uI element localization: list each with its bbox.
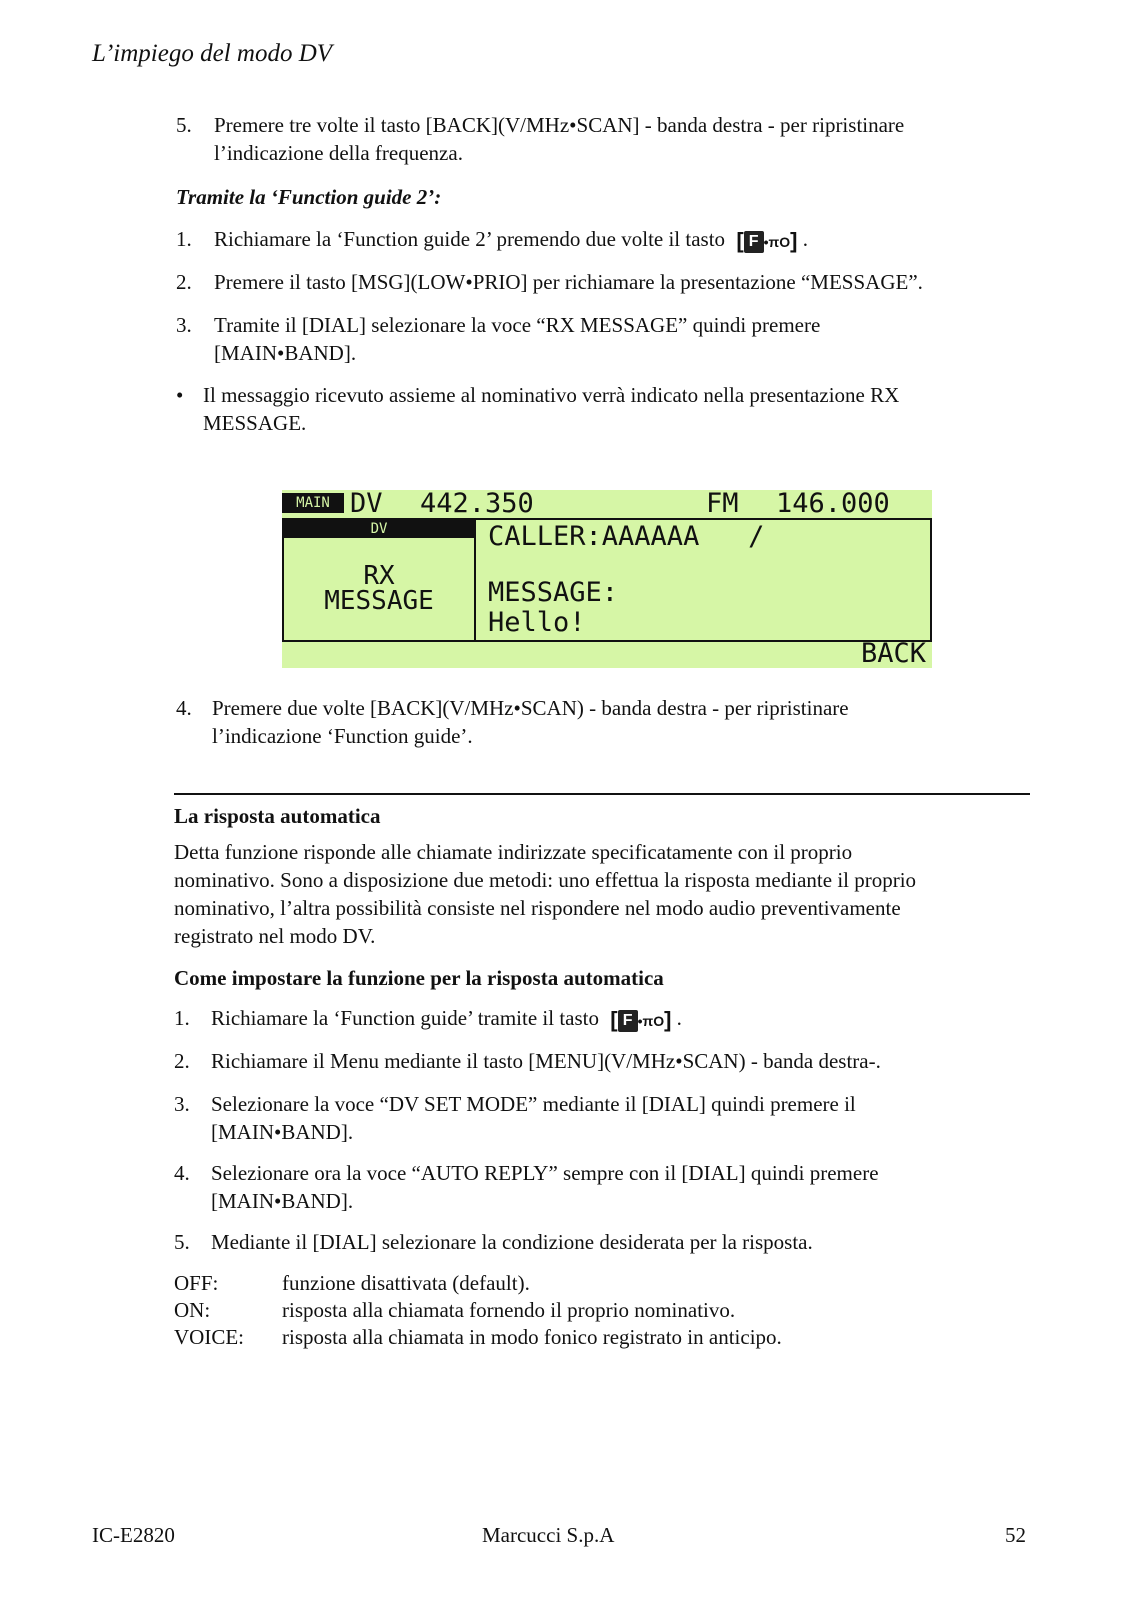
lcd-message-text: Hello! (488, 607, 586, 638)
step-text (214, 111, 904, 167)
step-line: Premere tre volte il tasto [BACK](V/MHz•SCAN] - banda destra - per ripristinare (214, 113, 905, 137)
lcd-rx-line: RX (363, 561, 395, 591)
step-number: 4. (176, 696, 192, 720)
section-divider (174, 793, 1030, 795)
section-subheading: Tramite la ‘Function guide 2’: (176, 185, 442, 209)
step-line: l’indicazione della frequenza. (214, 141, 463, 165)
paragraph-line: registrato nel modo DV. (174, 924, 376, 948)
step-number: 4. (174, 1161, 190, 1185)
lcd-message-label: MESSAGE: (488, 577, 619, 608)
step-suffix: . (676, 1006, 682, 1030)
option-desc: risposta alla chiamata in modo fonico registrato in anticipo. (282, 1325, 782, 1349)
paragraph-line: nominativo, l’altra possibilità consiste nel rispondere nel modo audio preventivamente (174, 896, 901, 920)
page-title: L’impiego del modo DV (92, 40, 333, 67)
lcd-message-box (282, 518, 932, 642)
footer-model: IC-E2820 (92, 1523, 175, 1547)
f-key-glyph: F (618, 1010, 638, 1032)
bullet-icon: • (176, 383, 184, 407)
step-line: Tramite il [DIAL] selezionare la voce “RX MESSAGE” quindi premere (214, 313, 821, 337)
lcd-mode-right: FM (706, 488, 739, 519)
lcd-freq-right: 146.000 (776, 488, 890, 519)
section-heading: La risposta automatica (174, 804, 381, 828)
f-key-glyph: F (744, 231, 764, 253)
section-paragraph (174, 838, 916, 950)
step-line: Selezionare ora la voce “AUTO REPLY” sempre con il [DIAL] quindi premere (211, 1161, 879, 1185)
lcd-left-panel (284, 520, 476, 640)
section-subheading: Come impostare la funzione per la risposta automatica (174, 966, 664, 990)
lcd-main-badge: MAIN (282, 493, 344, 513)
step-text (211, 1004, 682, 1035)
option-desc: risposta alla chiamata fornendo il proprio nominativo. (282, 1298, 736, 1322)
step-number: 1. (176, 227, 192, 251)
bullet-line: MESSAGE. (203, 411, 307, 435)
footer-publisher: Marcucci S.p.A (482, 1523, 615, 1547)
step-line: Selezionare la voce “DV SET MODE” mediante il [DIAL] quindi premere il (211, 1092, 856, 1116)
lcd-freq-left: 442.350 (420, 488, 534, 519)
step-text (214, 311, 820, 367)
step-number: 3. (174, 1092, 190, 1116)
step-text: Richiamare il Menu mediante il tasto [MENU](V/MHz•SCAN) - banda destra-. (211, 1049, 881, 1073)
step-text (211, 1090, 856, 1146)
step-text: Mediante il [DIAL] selezionare la condizione desiderata per la risposta. (211, 1230, 813, 1254)
lcd-dv-tab: DV (284, 520, 474, 538)
lcd-back-label: BACK (860, 638, 926, 669)
step-line: [MAIN•BAND]. (211, 1120, 354, 1144)
bullet-text (203, 381, 899, 437)
step-text: Premere il tasto [MSG](LOW•PRIO] per richiamare la presentazione “MESSAGE”. (214, 270, 923, 294)
lcd-mode-left: DV (350, 488, 383, 519)
step-line: l’indicazione ‘Function guide’. (212, 724, 473, 748)
option-key: ON: (174, 1298, 211, 1322)
step-number: 3. (176, 313, 192, 337)
option-key: VOICE: (174, 1325, 244, 1349)
lcd-caller: CALLER:AAAAAA / (488, 521, 765, 552)
key-symbol: •πO (637, 1012, 665, 1029)
function-key-icon: [ F •πO] (610, 1006, 672, 1032)
bullet-line: Il messaggio ricevuto assieme al nominativo verrà indicato nella presentazione RX (203, 383, 900, 407)
paragraph-line: nominativo. Sono a disposizione due metodi: uno effettua la risposta mediante il proprio (174, 868, 917, 892)
lcd-status-row (282, 490, 932, 518)
step-number: 5. (174, 1230, 190, 1254)
page-number: 52 (1005, 1523, 1026, 1547)
step-line: [MAIN•BAND]. (214, 341, 357, 365)
option-desc: funzione disattivata (default). (282, 1271, 530, 1295)
lcd-display (282, 490, 932, 668)
step-text (214, 225, 808, 256)
step-line: Richiamare la ‘Function guide’ tramite il tasto (211, 1006, 599, 1030)
step-number: 2. (176, 270, 192, 294)
key-symbol: •πO (763, 233, 791, 250)
step-number: 5. (176, 113, 192, 137)
option-key: OFF: (174, 1271, 219, 1295)
step-line: Richiamare la ‘Function guide 2’ premendo due volte il tasto (214, 227, 726, 251)
function-key-icon: [ F •πO] (736, 227, 798, 253)
step-line: [MAIN•BAND]. (211, 1189, 354, 1213)
step-number: 1. (174, 1006, 190, 1030)
step-text (211, 1159, 879, 1215)
lcd-rx-line: MESSAGE (324, 586, 434, 616)
lcd-rx-message-label (284, 561, 474, 616)
step-text (212, 694, 849, 750)
step-number: 2. (174, 1049, 190, 1073)
step-suffix: . (802, 227, 808, 251)
step-line: Premere due volte [BACK](V/MHz•SCAN) - banda destra - per ripristinare (212, 696, 849, 720)
paragraph-line: Detta funzione risponde alle chiamate indirizzate specificatamente con il proprio (174, 840, 853, 864)
